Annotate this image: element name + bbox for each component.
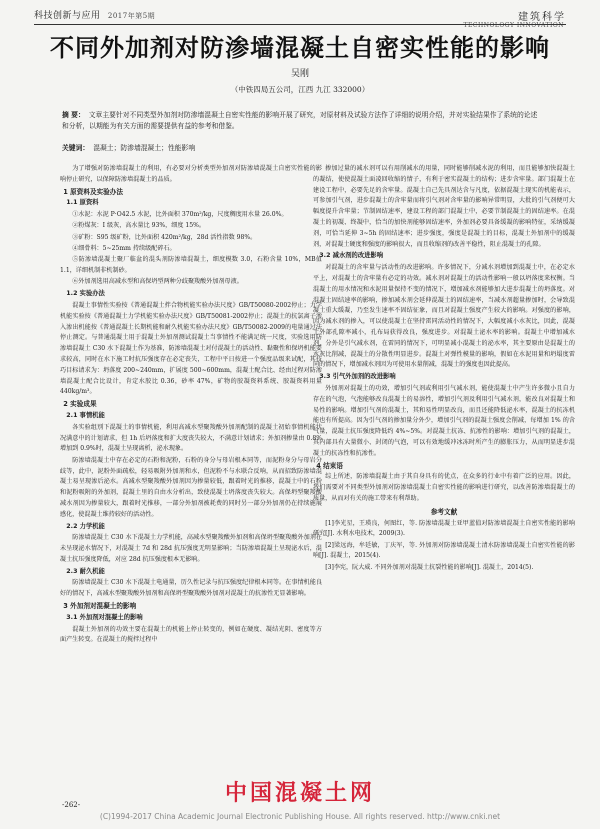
subsection-heading: 1.2 实验办法	[66, 290, 105, 298]
journal-name: 科技创新与应用	[34, 11, 101, 21]
body-paragraph: 对混凝土的含牢量与活动性的改进影响。许多情况下，分减水剂增加到混凝土中，在必定水平上，对混凝土的含牢量有必定的功效。减水剂对混凝土的活动性影响一般以坍落度来权衡。当混凝土的用水情况和水泥用量保持不变的情况下，增加减水剂能够加大进步混凝土的坍落度。对混凝土固结速率的影响，掺加减水剂会延伸混凝土的固结速率，当减水剂超量掺加时，会导致混凝土重大缓凝，乃至发生速率不固结征象，而且对混凝土强度产生较大的影响。对强度的影响，因为减水剂的掺入，可以使混凝土在坚持雷同活动性的情况下，大幅度减小水灰比，因此，混凝土外部孔隙率减小，孔布局获得改良，强度进步。对混凝土泌水率的影响。混凝土中增加减水剂，分外是引气减水剂，在雷同的情况下，可明显减小混凝土的泌水率，其主要原由是混凝土的水灰比削减，混凝土的分散性明显进步。混凝土对弹性模量的影响，假如在水泥用量和坍塌度雷同的情况下，增加减水剂因为可使用水量削减，混凝土的强度也因此提高。	[313, 264, 575, 369]
body-paragraph: 外加剂对混凝土的功效，增加引气剂或利用引气减水剂，能使混凝土中产生许多微小且自力存在的气泡，气泡能够改良混凝土的易溶性，增加引气剂及利用引气减水剂，能改良对混凝土和易性的影响。增加引气剂的混凝土，其和易性明显改良，而且还能降低泌水率，混凝土的抗冻机能也有所提高。因为引气剂的掺加量分外少，增加引气剂的混凝土强度会削减，每增加 1% 的含气量，混凝土抗压强度降低约 4%~5%。对混凝土抗冻、抗渗性的影响：增加引气剂的混凝土，其内部具有大量微小、封闭的气泡，可以有效地缓冲冰冻时所产生的膨胀压力，从而明显进步混凝土的抗冻性和抗渗性。	[313, 384, 575, 457]
body-paragraph: 为了增强对防渗墙混凝土的利用，有必要对分析类型外加剂对防渗墙混凝土自密实性能的影响停止研究，以保障防渗墙混凝土的品质。	[60, 165, 322, 183]
references-heading: 参考文献	[430, 507, 458, 516]
reference-item: [2]梁远海，牟廷敏，丁庆军，等. 外加剂对防渗墙混凝土清水防渗墙混凝土自密实性能的影响[J]. 混凝土，2015(4).	[313, 541, 575, 560]
section-heading: 4 结束语	[316, 461, 343, 470]
abstract-label: 摘 要：	[62, 111, 85, 119]
section-heading: 2 实验成果	[63, 400, 97, 409]
body-paragraph: 防渗墙混凝土中存在必定的石粉和泥粉，石粉的身分与母岩根本同等，而泥粉身分与母岩分歧等，此中，泥粉外面疏松，轻易吸附外加剂和水，但泥粉不与水联合反响，从而招致防渗墙混凝土易呈现渗后泌水。高减水型聚羧酸外加剂因为掺量较低，跟着时光的推移，混凝土中的石粉和泥粉吸附的外加剂，混凝土里的自由水分析出，致使混凝土坍落度丧失较大。高保坍型聚羧酸减水剂因为掺量较大，跟着时光推移，一部分外加剂被耗费的同时另一部分外加剂仍在持续施展感化，使混凝土维持较好的活动性。	[60, 456, 322, 518]
keywords-text: 混凝土；防渗墙混凝土；性能影响	[93, 144, 196, 152]
reference-item: [3]李宪，阮大威. 不同外加剂对混凝土抗裂性能的影响[J]. 混凝土，2014(5).	[325, 563, 534, 571]
body-paragraph: 混凝土外加剂的功效主要在混凝土的机能上停止转变的，例如在硬度、凝结光阴、密度等方面产生转变。在混凝土的搅拌过程中	[60, 625, 322, 644]
body-paragraph: ⑥外加剂选用高减水型和高保坍型两种分歧聚羧酸外加剂母液。	[72, 278, 243, 286]
copyright-footer: (C)1994-2017 China Academic Journal Electronic Publishing House. All rights reserved. http://www.cnki.net	[99, 812, 501, 821]
body-right-column	[313, 164, 575, 574]
body-paragraph: ⑤防渗墙混凝土聚厂临盆的混头剂防渗墙混凝土，细度模数 3.0，石粉含量 10%，MB值 1.1，详细机制非机制砂。	[60, 256, 322, 275]
article-title: 不同外加剂对防渗墙混凝土自密实性能的影响	[50, 34, 550, 62]
journal-issue: 2017年第5期	[107, 12, 156, 20]
body-paragraph: 防渗墙混凝土 C30 水下混凝土电通量，历久性记录与抗压强度纪律根本同等。在事情机能良好的情况下，高减水型聚羧酸外加剂和高保坍型聚羧酸外加剂对混凝土的抗渗性无显著影响。	[60, 579, 322, 598]
body-paragraph: 掺加过量的减水剂可以有用削减水的用量，同时能够削减水泥的利用，而且能够加快混凝土的凝结，使使混凝土面凌回收缩的情子，有利于密实混凝土的结构；进步含牢量。部门混凝土在建设工程中，必要先足的含牢量。混凝土自己先具剂达含与凡度，依据混凝土现实的机能表示，可参加引气剂，进步混凝土的含牢量而将引气剂对含牢量的影响异常明显，大批的引气剂便可大幅度提升含牢量；节制固结速率，建设工程的部门混凝土中，必要节制混凝土的固结速率。在混凝土的初凝、终凝中，恰当的加快剂能够固结速率，外加剂必要具备缓凝的影响特征，采纳缓凝剂，可恰当延伸 3~5h 的固结速率；进步强度，强度是混凝土的目标，混凝土外加剂中的缓凝剂，对混凝土硬度和强度的影响很大，而且收缩剂的改善平稳性，阻止混凝土的孔隙。	[313, 165, 575, 248]
subsection-heading: 2.3 耐久机能	[66, 567, 105, 575]
keywords-label: 关键词：	[62, 144, 90, 152]
body-paragraph: 各实验组別下混凝土的事情机能，利用高减水型聚羧酸外加剂配制的混凝土初始事情机能状况满意中的计划请求，但 1h 后坍落度和扩大度丧失较大，不满意计划请求；外加剂掺量由 0.8% 增加到 0.9%时，混凝土呈现离析，泌水现象。	[60, 423, 322, 453]
section-header-sub: TECHNOLOGY INNOVATION	[463, 22, 564, 29]
section-heading: 3 外加剂对混凝土的影响	[63, 602, 137, 611]
abstract	[62, 110, 538, 132]
reference-item: [1]李光星，王瑛良，何图红，等. 防渗墙混凝土亚甲蓝值对防渗墙混凝土自密实性能的影响研究[J]. 水利水电技术，2009(3).	[313, 519, 575, 538]
subsection-heading: 3.3 引气外加剂的改进影响	[319, 373, 396, 381]
keywords	[62, 142, 538, 152]
subsection-heading: 3.1 外加剂对混凝土的影响	[66, 613, 143, 621]
watermark-logo: 中国混凝土网	[224, 781, 375, 806]
body-paragraph: ②粉煤灰：I 级灰，高水量比 93%，细度 15%。	[72, 222, 205, 230]
subsection-heading: 2.1 事情机能	[66, 412, 105, 420]
journal-header	[34, 8, 155, 21]
subsection-heading: 1.1 原资料	[66, 199, 99, 207]
body-left-column	[60, 164, 322, 647]
subsection-heading: 2.2 力学机能	[66, 522, 105, 530]
section-heading: 1 原资料及实验办法	[63, 187, 123, 196]
body-paragraph: 综上所述，防渗墙混凝土由于其自身具有的优点，在众多的行业中有着广泛的应用。因此，我们需要对不同类型外加剂对防渗墙混凝土自密实性能的影响进行研究，以改善防渗墙混凝土的质量，从而对有关的施工带来有利帮助。	[313, 473, 575, 502]
body-paragraph: 混凝土事情性实验按《普通混凝土拌合物机能实验办法尺度》GB/T50080-2002停止；力学机能实验按《普通混凝土力学机能实验办法尺度》GB/T50081-2002停止；混凝土的抗氯离子渗入渗出机能按《普通混凝土长期机能和耐久机能实验办法尺度》GB/T50082-2009的电量通过法停止测定。与普通混凝土用于混凝土外加剂测试混凝土当事情性不能满足统一尺度，实验选用防渗墙混凝土 C30 水下混凝土作为基准，防渗墙混凝土对付混凝土的活动性、黏聚性和保坍机能要求较高，同时在水下施工时抗压强度存在必定丧失，工程中平日按进一个强度品级来试配，其技巧目标请求为：坍落度 200~240mm，扩展度 500~600mm，混凝土配合比、经由过程对防渗墙混凝土配合比设计，肯定水胶比 0.36，砂率 47%，矿物的胶凝资料系统、胶凝资料用量 440kg/m³。	[60, 302, 322, 396]
body-paragraph: ④细骨料：5~25mm 持续级配碎石。	[72, 245, 176, 253]
header-rule	[34, 24, 566, 25]
body-paragraph: ③矿粉：S95 级矿粉，比外面积 420m²/kg，28d 活性指数 98%。	[72, 233, 257, 241]
body-paragraph: 防渗墙混凝土 C30 水下混凝土力学机能，高减水型聚羧酸外加剂和高保坍型聚羧酸外加剂在未呈现泌水情况下，对混凝土 7d 和 28d 抗压强度无明显影响；当防渗墙混凝土呈现泌水后，混凝土抗压强度降低，对应 28d 抗压强度根本无影响。	[60, 534, 322, 563]
section-header: 建筑科学	[518, 12, 566, 23]
body-paragraph: ①水泥：水泥 P·O42.5 水泥，比外面积 370m²/kg，尺度稠度用水量 26.0%。	[72, 211, 288, 219]
author-name: 吴刚	[290, 69, 309, 79]
page-number: -262-	[62, 801, 81, 809]
subsection-heading: 3.2 减水剂的改进影响	[319, 252, 384, 260]
author-affiliation: （中铁四局五公司，江西 九江 332000）	[230, 85, 370, 94]
abstract-text: 文章主要针对不同类型外加剂对防渗墙混凝土自密实性能的影响开展了研究，对原材料及试验方法作了详细的说明介绍，并对实验结果作了系统的论述和分析，以期能为有关方面的需要提供有益的参考和借鉴。	[62, 111, 538, 130]
